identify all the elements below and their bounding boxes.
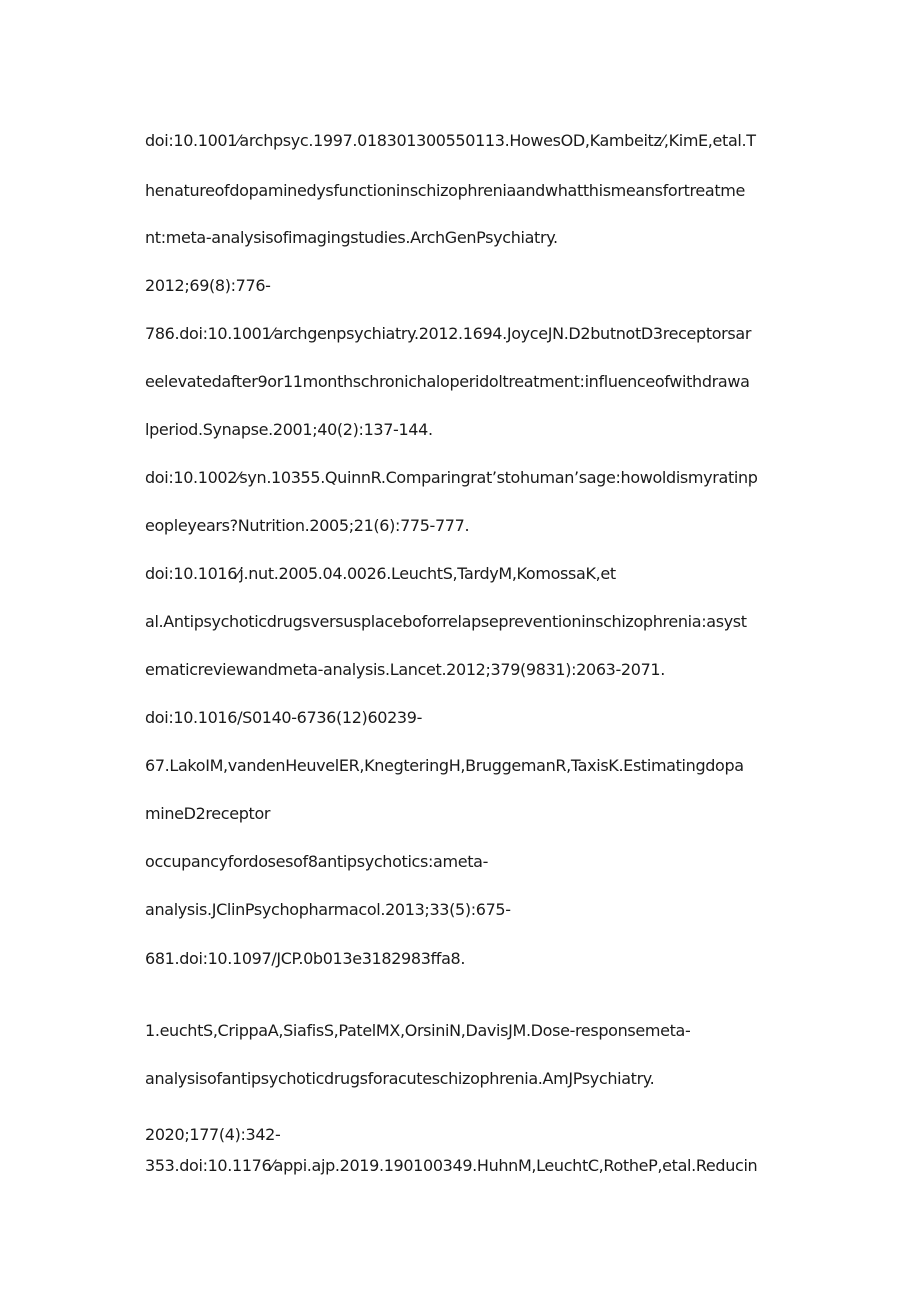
reference-line: 2020;177(4):342-	[145, 1125, 281, 1144]
reference-line: al.Antipsychoticdrugsversusplaceboforrelapsepreventioninschizophrenia:asyst	[145, 612, 747, 631]
reference-line: 786.doi:10.1001⁄archgenpsychiatry.2012.1694.JoyceJN.D2butnotD3receptorsar	[145, 324, 752, 343]
reference-line: eopleyears?Nutrition.2005;21(6):775-777.	[145, 516, 470, 535]
reference-line: mineD2receptor	[145, 804, 271, 823]
reference-line: 2012;69(8):776-	[145, 276, 271, 295]
reference-line: 353.doi:10.1176⁄appi.ajp.2019.190100349.HuhnM,LeuchtC,RotheP,etal.Reducin	[145, 1156, 758, 1175]
reference-line: 681.doi:10.1097/JCP.0b013e3182983ffa8.	[145, 949, 466, 968]
reference-line: lperiod.Synapse.2001;40(2):137-144.	[145, 420, 433, 439]
reference-line: analysisofantipsychoticdrugsforacuteschizophrenia.AmJPsychiatry.	[145, 1069, 655, 1088]
reference-line: analysis.JClinPsychopharmacol.2013;33(5):675-	[145, 900, 511, 919]
reference-line: doi:10.1001⁄archpsyc.1997.018301300550113.HowesOD,Kambeitz⁄,KimE,etal.T	[145, 131, 756, 150]
reference-line: ematicreviewandmeta-analysis.Lancet.2012;379(9831):2063-2071.	[145, 660, 665, 679]
reference-line: doi:10.1016/S0140-6736(12)60239-	[145, 708, 423, 727]
reference-line: occupancyfordosesof8antipsychotics:ameta-	[145, 852, 489, 871]
reference-line: henatureofdopaminedysfunctioninschizophreniaandwhatthismeansfortreatme	[145, 181, 745, 200]
reference-line: 1.euchtS,CrippaA,SiafisS,PatelMX,OrsiniN,DavisJM.Dose-responsemeta-	[145, 1021, 691, 1040]
reference-line: doi:10.1002⁄syn.10355.QuinnR.Comparingrat’stohuman’sage:howoldismyratinp	[145, 468, 758, 487]
reference-line: nt:meta-analysisofimagingstudies.ArchGenPsychiatry.	[145, 228, 558, 247]
reference-line: doi:10.1016⁄j.nut.2005.04.0026.LeuchtS,TardyM,KomossaK,et	[145, 564, 616, 583]
reference-line: eelevatedafter9or11monthschronichaloperidoltreatment:influenceofwithdrawa	[145, 372, 750, 391]
reference-line: 67.LakoIM,vandenHeuvelER,KnegteringH,BruggemanR,TaxisK.Estimatingdopa	[145, 756, 744, 775]
